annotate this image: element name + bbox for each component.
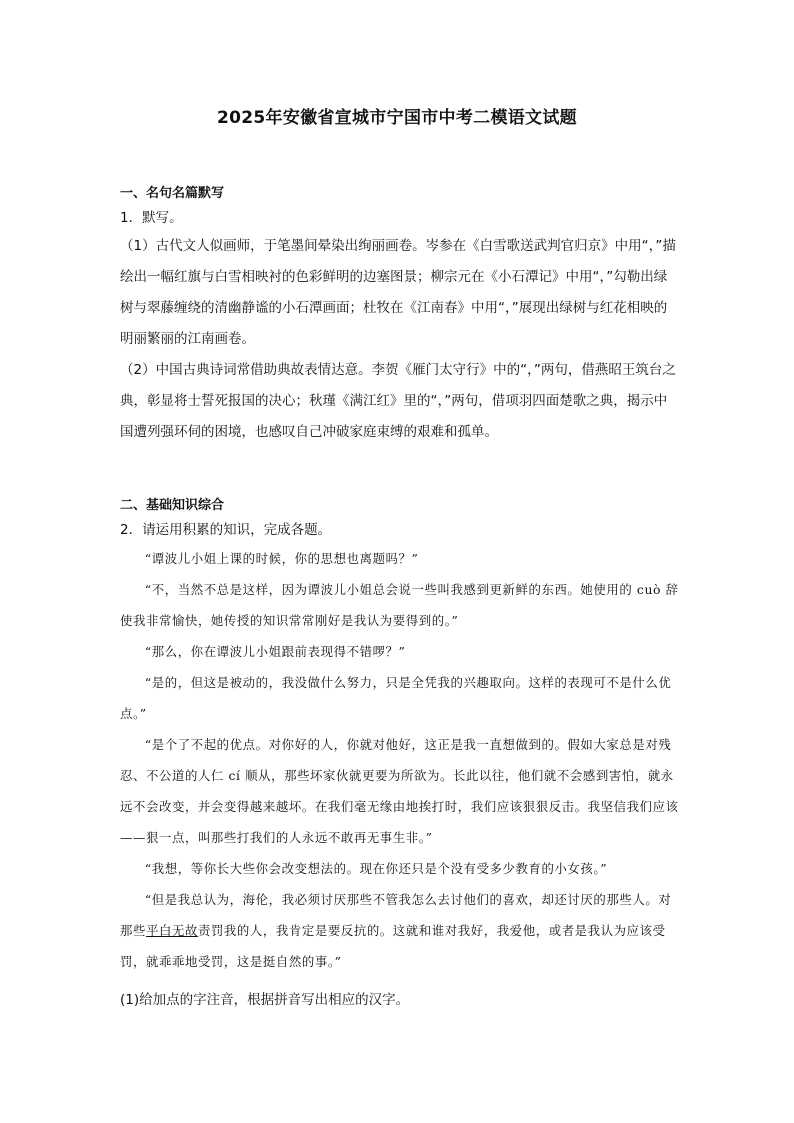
question-1-part-1: （1）古代文人似画师，于笔墨间晕染出绚丽画卷。岑参在《白雪歌送武判官归京》中用“，”描绘出一幅红旗与白雪相映衬的色彩鲜明的边塞图景；柳宗元在《小石潭记》中用“，”勾勒出绿树与翠藤缠绕的清幽静谧的小石潭画面；杜牧在《江南春》中用“，”展现出绿树与红花相映的明丽繁丽的江南画卷。 — [120, 238, 676, 347]
dialogue-line-7-end: 责罚我的人，我肯定是要反抗的。这就和谁对我好，我爱他，或者是我认为应该受罚，就乖乖地受罚，这是挺自然的事。” — [120, 923, 666, 969]
dialogue-line-4: “是的，但这是被动的，我没做什么努力，只是全凭我的兴趣取向。这样的表现可不是什么优点。” — [120, 675, 672, 721]
dialogue-line-3: “那么，你在谭波儿小姐跟前表现得不错啰？” — [144, 644, 406, 659]
dialogue-line-7 — [120, 884, 680, 977]
dialogue-line-1: “谭波儿小姐上课的时候，你的思想也离题吗？” — [144, 551, 419, 566]
dialogue-line-7-start: “但是我总认为，海伦，我必须讨厌那些不管我怎么去讨他们的喜欢，却还讨厌的那些人。对那些 — [120, 892, 672, 938]
section-heading-1: 一、名句名篇默写 — [120, 186, 225, 201]
dialogue-line-2: “不，当然不总是这样，因为谭波儿小姐总会说一些叫我感到更新鲜的东西。她使用的 cuò 辞使我非常愉快，她传授的知识常常刚好是我认为要得到的。” — [120, 582, 679, 628]
dialogue-line-5: “是个了不起的优点。对你好的人，你就对他好，这正是我一直想做到的。假如大家总是对残忍、不公道的人仁 cí 顺从，那些坏家伙就更要为所欲为。长此以往，他们就不会感到害怕，就永远不会改变，并会变得越来越坏。在我们毫无缘由地挨打时，我们应该狠狠反击。我坚信我们应该——狠一点，叫那些打我们的人永远不敢再无事生非。” — [120, 737, 679, 845]
sub-question-1: (1)给加点的字注音，根据拼音写出相应的汉字。 — [120, 992, 410, 1008]
question-2-label: 2．请运用积累的知识，完成各题。 — [120, 522, 332, 538]
page-title: 2025年安徽省宣城市宁国市中考二模语文试题 — [217, 108, 577, 128]
question-1-label: 1．默写。 — [120, 210, 183, 226]
question-1-body — [120, 231, 680, 448]
section-heading-2: 二、基础知识综合 — [120, 498, 225, 513]
question-1-part-2: （2）中国古典诗词常借助典故表情达意。李贺《雁门太守行》中的“，”两句，借燕昭王筑台之典，彰显将士誓死报国的决心；秋瑾《满江红》里的“，”两句，借项羽四面楚歌之典，揭示中国遭列强环伺的困境，也感叹自己冲破家庭束缚的艰难和孤单。 — [120, 362, 676, 440]
dialogue-line-6: “我想，等你长大些你会改变想法的。现在你还只是个没有受多少教育的小女孩。” — [144, 861, 608, 876]
dialogue-passage — [120, 543, 680, 977]
underlined-phrase: 平白无故 — [145, 923, 198, 938]
